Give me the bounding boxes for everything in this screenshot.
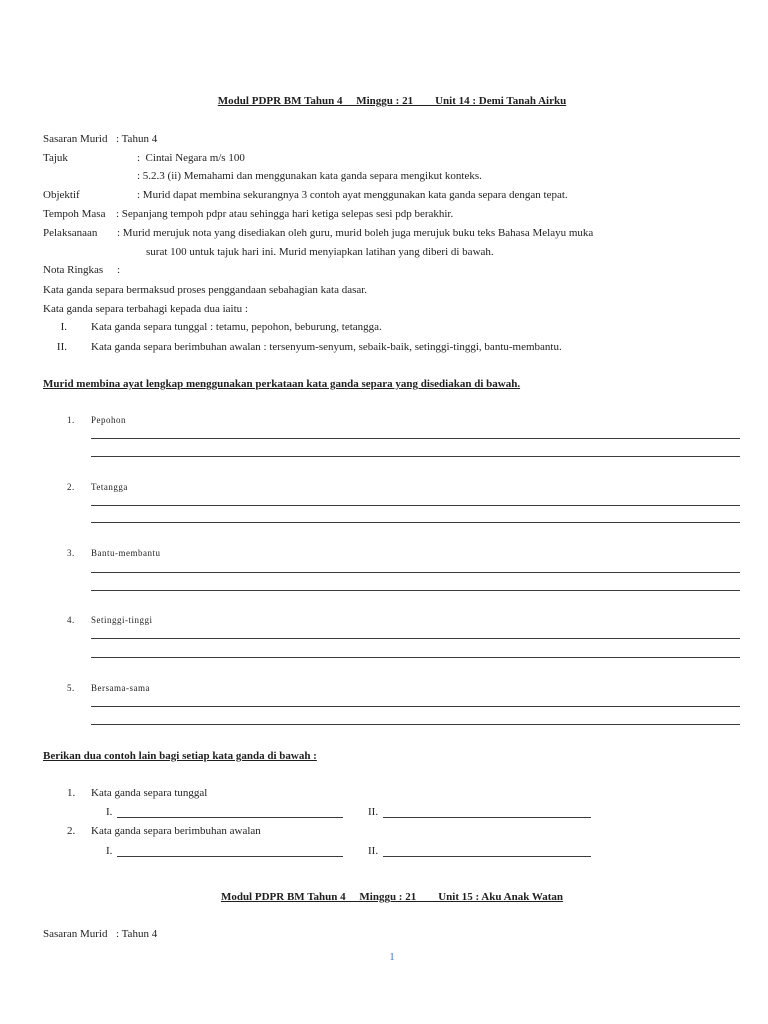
exercise-item-word: Tetangga	[91, 482, 128, 492]
type-numeral: I.	[60, 321, 67, 333]
info-value-tempoh: : Sepanjang tempoh pdpr atau sehingga hari ketiga selepas sesi pdp berakhir.	[116, 208, 454, 220]
exercise-item-number: 2.	[67, 482, 75, 492]
answer-line	[383, 856, 591, 857]
exercise-item-word: Bersama-sama	[91, 683, 150, 693]
answer-line	[117, 856, 343, 857]
type-text: Kata ganda separa berimbuhan awalan : tersenyum-senyum, sebaik-baik, setinggi-tinggi, bantu-membantu.	[91, 341, 562, 353]
info-value-standard: : 5.2.3 (ii) Memahami dan menggunakan kata ganda separa mengikut konteks.	[137, 170, 482, 182]
info-label-objektif: Objektif	[43, 189, 80, 201]
module-title: Modul PDPR BM Tahun 4 Minggu : 21 Unit 15 : Aku Anak Watan	[220, 891, 564, 903]
exercise-item-number: 5.	[67, 683, 75, 693]
answer-line	[91, 522, 740, 523]
exercise2-item-number: 1.	[67, 787, 76, 799]
exercise2-item-number: 2.	[67, 825, 76, 837]
answer-line	[91, 657, 740, 658]
answer-line	[117, 817, 343, 818]
info-value-tajuk: : Cintai Negara m/s 100	[137, 152, 245, 164]
exercise-item-number: 1.	[67, 415, 75, 425]
info-value-sasaran: : Tahun 4	[116, 928, 158, 940]
answer-line	[91, 438, 740, 439]
info-value-pelaksanaan: : Murid merujuk nota yang disediakan oleh guru, murid boleh juga merujuk buku teks Bahasa Melayu muka	[117, 227, 594, 239]
note-line: Kata ganda separa terbahagi kepada dua iaitu :	[43, 303, 248, 315]
answer-line	[91, 638, 740, 639]
exercise2-heading: Berikan dua contoh lain bagi setiap kata ganda di bawah :	[43, 750, 317, 762]
exercise-item-number: 4.	[67, 615, 75, 625]
exercise2-item-text: Kata ganda separa berimbuhan awalan	[91, 825, 261, 837]
answer-line	[91, 505, 740, 506]
exercise-item-word: Pepohon	[91, 415, 126, 425]
answer-line	[91, 572, 740, 573]
answer-line	[383, 817, 591, 818]
info-value-nota: :	[117, 264, 121, 276]
info-label-nota: Nota Ringkas	[43, 264, 104, 276]
page-number: 1	[389, 951, 395, 963]
info-value-pelaksanaan-cont: surat 100 untuk tajuk hari ini. Murid menyiapkan latihan yang diberi di bawah.	[146, 246, 494, 258]
info-label-sasaran: Sasaran Murid	[43, 928, 108, 940]
exercise1-heading: Murid membina ayat lengkap menggunakan perkataan kata ganda separa yang disediakan di bawah.	[43, 378, 521, 390]
type-text: Kata ganda separa tunggal : tetamu, pepohon, beburung, tetangga.	[91, 321, 382, 333]
answer-line	[91, 724, 740, 725]
exercise-item-word: Bantu-membantu	[91, 548, 161, 558]
type-numeral: II.	[56, 341, 67, 353]
answer-line	[91, 590, 740, 591]
info-value-sasaran: : Tahun 4	[116, 133, 158, 145]
info-value-objektif: : Murid dapat membina sekurangnya 3 contoh ayat menggunakan kata ganda separa dengan tepat.	[137, 189, 568, 201]
answer-line	[91, 706, 740, 707]
blank-numeral: II.	[368, 806, 379, 818]
info-label-tajuk: Tajuk	[43, 152, 68, 164]
exercise2-item-text: Kata ganda separa tunggal	[91, 787, 208, 799]
note-line: Kata ganda separa bermaksud proses penggandaan sebahagian kata dasar.	[43, 284, 368, 296]
exercise-item-number: 3.	[67, 548, 75, 558]
blank-numeral: I.	[106, 845, 113, 857]
answer-line	[91, 456, 740, 457]
module-title: Modul PDPR BM Tahun 4 Minggu : 21 Unit 14 : Demi Tanah Airku	[217, 95, 567, 107]
info-label-pelaksanaan: Pelaksanaan	[43, 227, 98, 239]
blank-numeral: I.	[106, 806, 113, 818]
info-label-tempoh: Tempoh Masa	[43, 208, 106, 220]
exercise-item-word: Setinggi-tinggi	[91, 615, 153, 625]
blank-numeral: II.	[368, 845, 379, 857]
info-label-sasaran: Sasaran Murid	[43, 133, 108, 145]
